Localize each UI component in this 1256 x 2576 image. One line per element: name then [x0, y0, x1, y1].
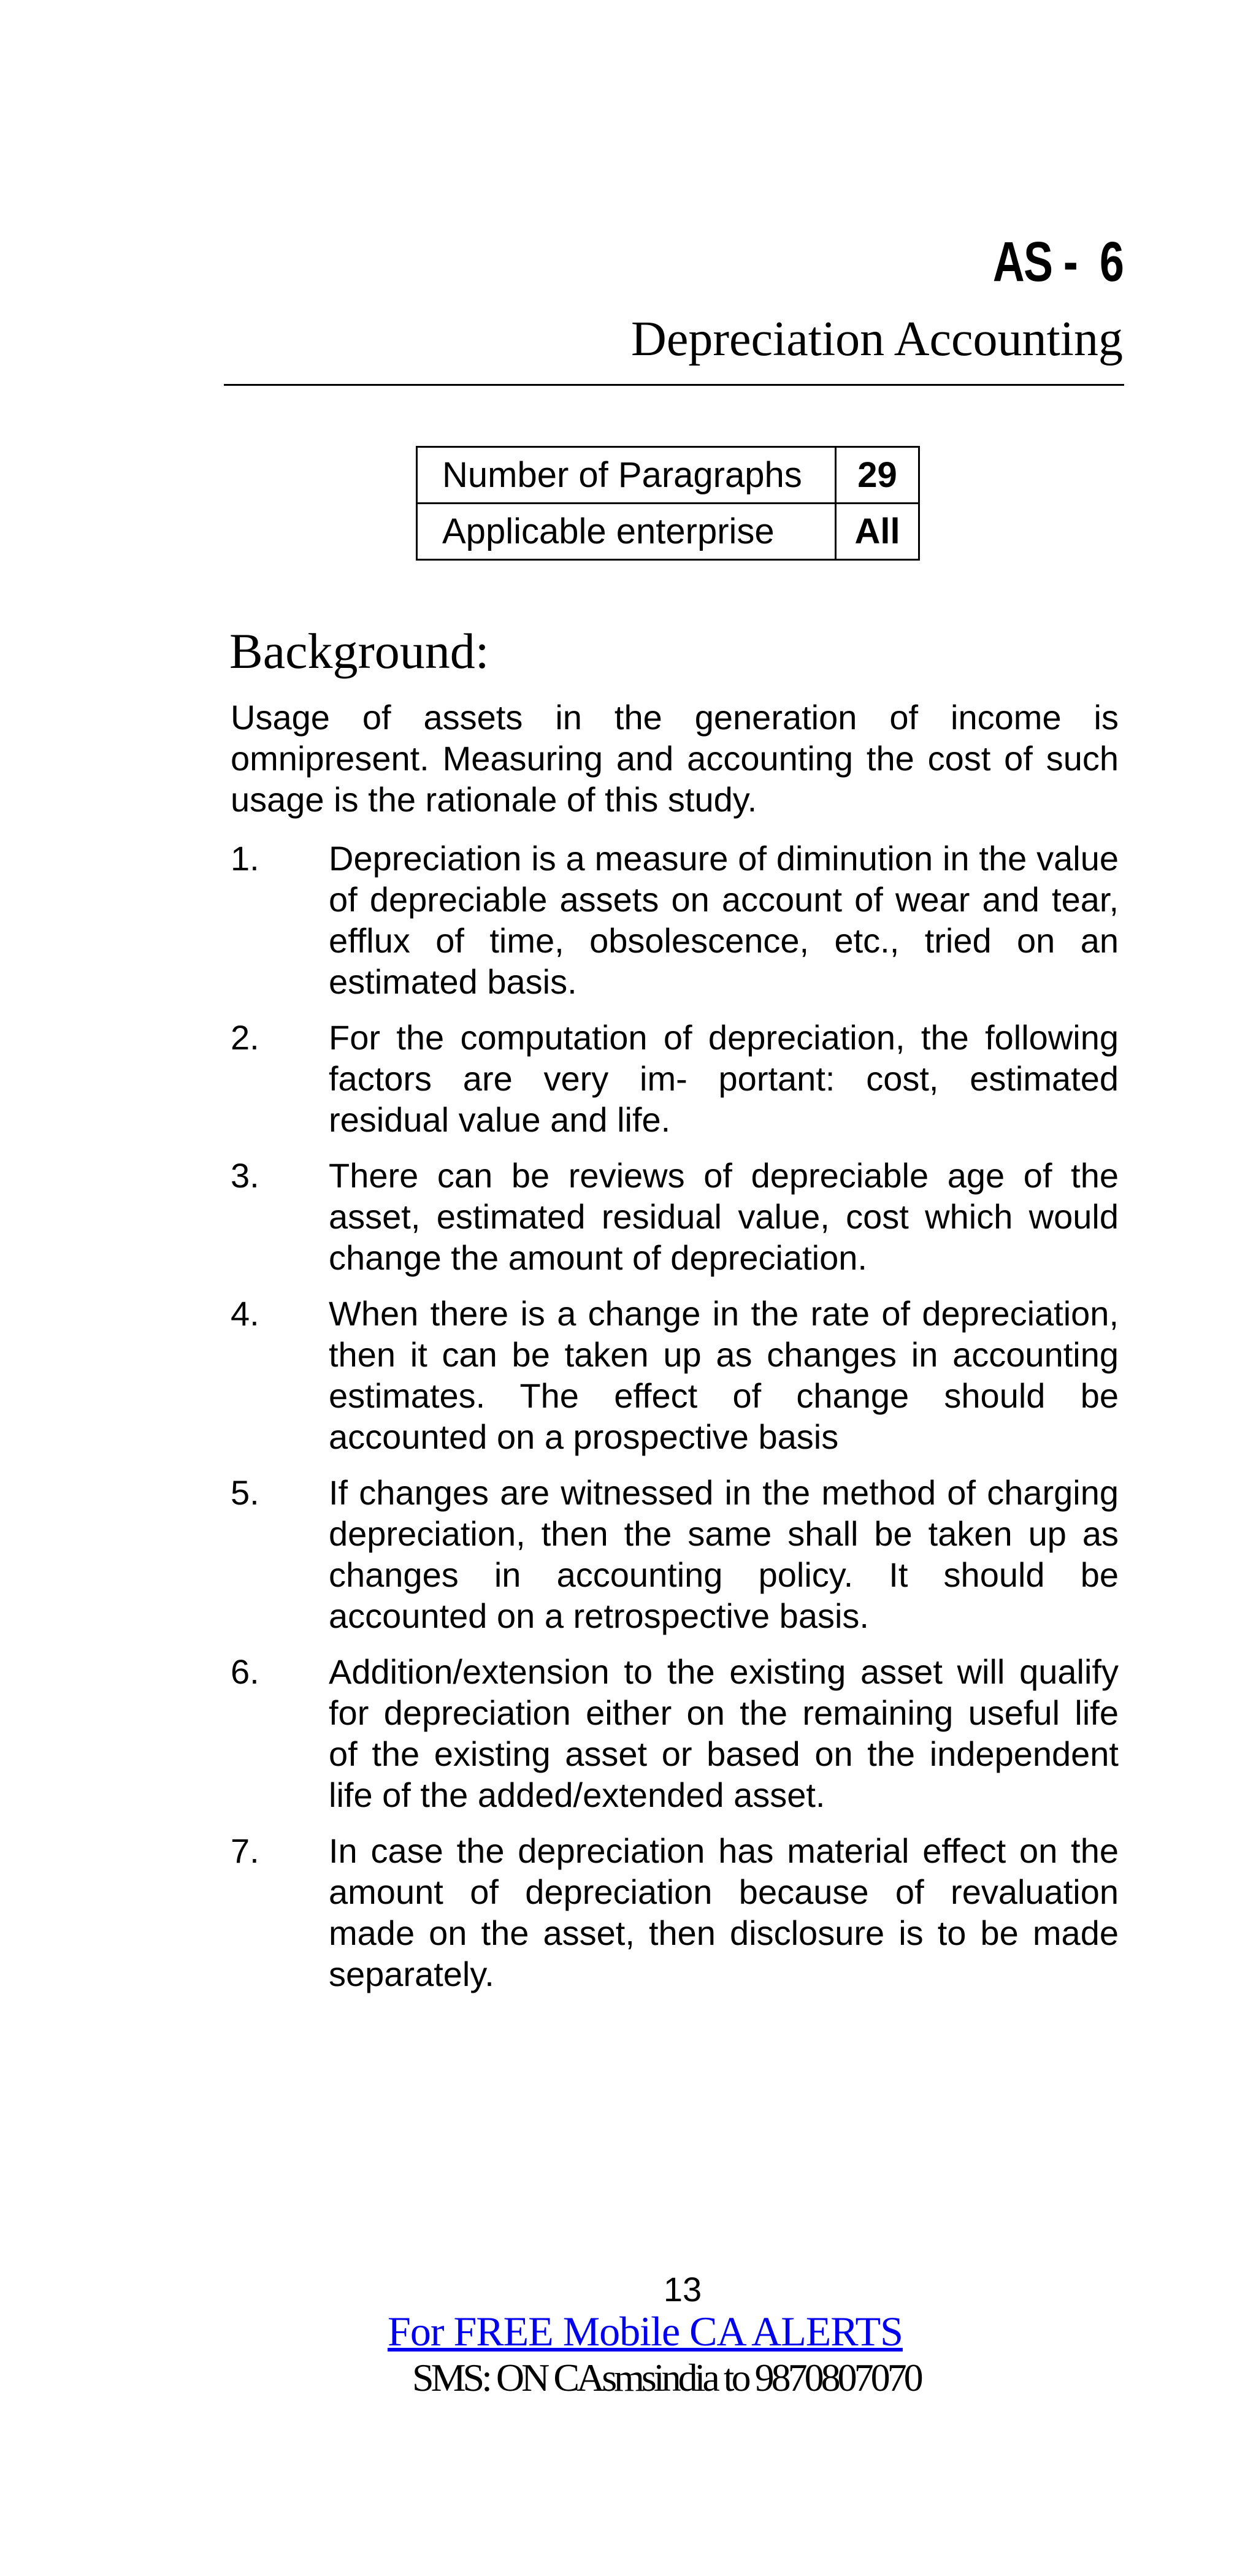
- standard-title: Depreciation Accounting: [631, 312, 1123, 366]
- table-row: [417, 447, 919, 504]
- list-item: [231, 1651, 1119, 1815]
- promo-sms-text: SMS: ON CAsmsindia to 9870807070: [412, 2356, 921, 2399]
- list-item-number: 5.: [231, 1473, 259, 1512]
- page-number: 13: [663, 2270, 702, 2309]
- list-item-text: Depreciation is a measure of diminution in the value of depreciable assets on account of wear and tear, efflux of time, obsolescence, etc., tried on an estimated basis.: [329, 839, 1119, 1001]
- list-item-text: If changes are witnessed in the method of charging depreciation, then the same shall be taken up as changes in accounting policy. It should be accounted on a retrospective basis.: [329, 1473, 1119, 1635]
- info-table: [416, 446, 920, 561]
- list-item-number: 1.: [231, 839, 259, 878]
- list-item: [231, 838, 1119, 1002]
- standard-code: AS - 6: [992, 231, 1123, 293]
- points-list: [231, 838, 1119, 2009]
- list-item-number: 6.: [231, 1652, 259, 1691]
- list-item-text: There can be reviews of depreciable age of the asset, estimated residual value, cost which would change the amount of depreciation.: [329, 1156, 1119, 1277]
- table-row: [417, 504, 919, 560]
- list-item: [231, 1830, 1119, 1995]
- list-item: [231, 1155, 1119, 1278]
- list-item-number: 2.: [231, 1018, 259, 1057]
- list-item: [231, 1293, 1119, 1457]
- intro-paragraph: Usage of assets in the generation of income is omnipresent. Measuring and accounting the cost of such usage is the rationale of this study.: [231, 698, 1119, 819]
- list-item-text: In case the depreciation has material effect on the amount of depreciation because of revaluation made on the asset, then disclosure is to be made separately.: [329, 1831, 1119, 1993]
- header-divider: [224, 384, 1124, 386]
- list-item-text: For the computation of depreciation, the following factors are very im- portant: cost, estimated residual value and life.: [329, 1018, 1119, 1139]
- list-item-text: Addition/extension to the existing asset will qualify for depreciation either on the remaining useful life of the existing asset or based on the independent life of the added/extended asset.: [329, 1652, 1119, 1814]
- table-cell-value: 29: [836, 447, 919, 504]
- list-item-text: When there is a change in the rate of depreciation, then it can be taken up as changes in accounting estimates. The effect of change should be accounted on a prospective basis: [329, 1294, 1119, 1456]
- section-heading: Background:: [229, 623, 489, 679]
- table-cell-value: All: [836, 504, 919, 560]
- promo-link[interactable]: For FREE Mobile CA ALERTS: [388, 2308, 903, 2355]
- table-cell-label: Applicable enterprise: [417, 504, 836, 560]
- list-item-number: 4.: [231, 1294, 259, 1333]
- list-item-number: 7.: [231, 1831, 259, 1870]
- list-item: [231, 1472, 1119, 1636]
- table-cell-label: Number of Paragraphs: [417, 447, 836, 504]
- list-item: [231, 1017, 1119, 1140]
- list-item-number: 3.: [231, 1156, 259, 1195]
